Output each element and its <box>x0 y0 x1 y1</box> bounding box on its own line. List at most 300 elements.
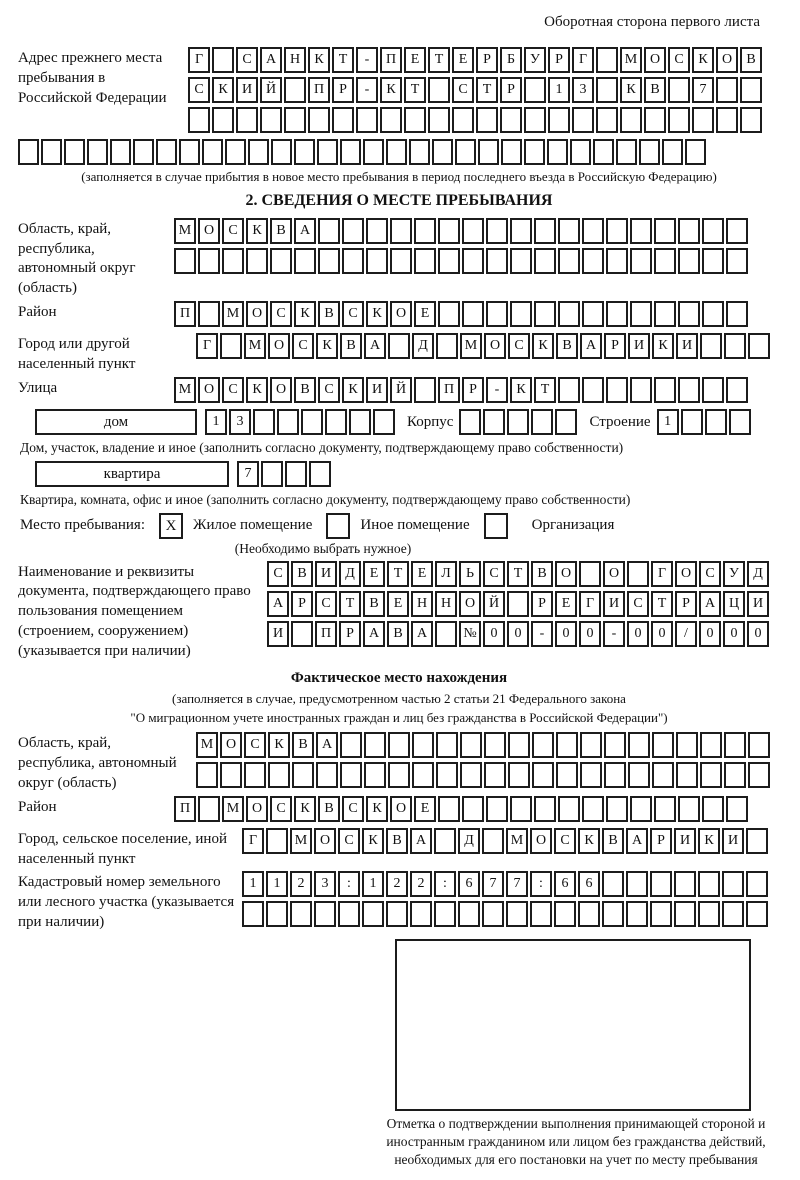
grid-cell[interactable] <box>628 762 650 788</box>
grid-cell[interactable] <box>507 591 529 617</box>
grid-cell[interactable] <box>534 796 556 822</box>
grid-cell[interactable]: М <box>460 333 482 359</box>
grid-cell[interactable] <box>604 762 626 788</box>
grid-cell[interactable] <box>674 901 696 927</box>
grid-cell[interactable] <box>380 107 402 133</box>
grid-cell[interactable]: Р <box>531 591 553 617</box>
grid-cell[interactable]: Й <box>390 377 412 403</box>
grid-cell[interactable]: Е <box>404 47 426 73</box>
grid-cell[interactable] <box>650 871 672 897</box>
grid-cell[interactable] <box>630 377 652 403</box>
grid-cell[interactable] <box>414 377 436 403</box>
grid-cell[interactable]: : <box>434 871 456 897</box>
grid-cell[interactable] <box>356 107 378 133</box>
grid-cell[interactable]: Т <box>332 47 354 73</box>
grid-cell[interactable] <box>746 901 768 927</box>
grid-cell[interactable] <box>534 248 556 274</box>
grid-cell[interactable] <box>388 762 410 788</box>
grid-cell[interactable]: К <box>510 377 532 403</box>
grid-cell[interactable]: И <box>676 333 698 359</box>
grid-cell[interactable] <box>726 796 748 822</box>
grid-cell[interactable]: А <box>260 47 282 73</box>
grid-cell[interactable] <box>630 218 652 244</box>
grid-cell[interactable]: А <box>363 621 385 647</box>
grid-cell[interactable]: Б <box>500 47 522 73</box>
grid-cell[interactable]: 0 <box>699 621 721 647</box>
grid-cell[interactable] <box>748 732 770 758</box>
grid-cell[interactable]: И <box>315 561 337 587</box>
grid-cell[interactable]: В <box>602 828 624 854</box>
grid-cell[interactable]: 1 <box>242 871 264 897</box>
grid-cell[interactable]: - <box>486 377 508 403</box>
grid-cell[interactable] <box>748 762 770 788</box>
grid-cell[interactable]: В <box>294 377 316 403</box>
grid-cell[interactable]: О <box>198 377 220 403</box>
grid-cell[interactable] <box>236 107 258 133</box>
grid-cell[interactable]: 0 <box>555 621 577 647</box>
grid-cell[interactable]: 7 <box>237 461 259 487</box>
grid-cell[interactable]: О <box>270 377 292 403</box>
grid-cell[interactable] <box>702 796 724 822</box>
grid-cell[interactable]: Г <box>651 561 673 587</box>
grid-cell[interactable] <box>558 796 580 822</box>
grid-cell[interactable]: А <box>364 333 386 359</box>
grid-cell[interactable] <box>555 409 577 435</box>
grid-cell[interactable]: В <box>340 333 362 359</box>
grid-cell[interactable] <box>627 561 649 587</box>
grid-cell[interactable]: Р <box>650 828 672 854</box>
grid-cell[interactable]: С <box>267 561 289 587</box>
grid-cell[interactable] <box>410 901 432 927</box>
grid-cell[interactable] <box>271 139 292 165</box>
grid-cell[interactable]: Р <box>675 591 697 617</box>
grid-cell[interactable] <box>462 796 484 822</box>
grid-cell[interactable]: С <box>627 591 649 617</box>
grid-cell[interactable] <box>432 139 453 165</box>
grid-cell[interactable] <box>507 409 529 435</box>
grid-cell[interactable]: Т <box>476 77 498 103</box>
grid-cell[interactable]: С <box>270 301 292 327</box>
grid-cell[interactable] <box>724 762 746 788</box>
grid-cell[interactable]: К <box>212 77 234 103</box>
grid-cell[interactable]: О <box>314 828 336 854</box>
grid-cell[interactable]: М <box>174 377 196 403</box>
grid-cell[interactable] <box>726 248 748 274</box>
grid-cell[interactable]: С <box>188 77 210 103</box>
grid-cell[interactable] <box>578 901 600 927</box>
grid-cell[interactable]: Л <box>435 561 457 587</box>
grid-cell[interactable] <box>740 77 762 103</box>
grid-cell[interactable]: Г <box>196 333 218 359</box>
grid-cell[interactable] <box>435 621 457 647</box>
grid-cell[interactable] <box>606 218 628 244</box>
grid-cell[interactable] <box>580 732 602 758</box>
grid-cell[interactable] <box>476 107 498 133</box>
grid-cell[interactable]: № <box>459 621 481 647</box>
grid-cell[interactable] <box>318 218 340 244</box>
grid-cell[interactable] <box>524 107 546 133</box>
grid-cell[interactable] <box>110 139 131 165</box>
dom-box[interactable]: дом <box>35 409 197 435</box>
grid-cell[interactable] <box>438 218 460 244</box>
grid-cell[interactable]: И <box>747 591 769 617</box>
grid-cell[interactable]: О <box>246 796 268 822</box>
grid-cell[interactable] <box>455 139 476 165</box>
grid-cell[interactable] <box>650 901 672 927</box>
grid-cell[interactable]: Й <box>260 77 282 103</box>
grid-cell[interactable] <box>652 762 674 788</box>
grid-cell[interactable] <box>524 139 545 165</box>
grid-cell[interactable] <box>639 139 660 165</box>
grid-cell[interactable]: О <box>530 828 552 854</box>
grid-cell[interactable]: К <box>532 333 554 359</box>
grid-cell[interactable]: О <box>268 333 290 359</box>
grid-cell[interactable] <box>702 301 724 327</box>
grid-cell[interactable]: Е <box>414 796 436 822</box>
grid-cell[interactable] <box>388 732 410 758</box>
grid-cell[interactable]: Т <box>507 561 529 587</box>
grid-cell[interactable]: С <box>342 796 364 822</box>
grid-cell[interactable] <box>409 139 430 165</box>
grid-cell[interactable]: И <box>674 828 696 854</box>
grid-cell[interactable]: 2 <box>290 871 312 897</box>
grid-cell[interactable]: 0 <box>579 621 601 647</box>
grid-cell[interactable]: С <box>338 828 360 854</box>
grid-cell[interactable] <box>292 762 314 788</box>
grid-cell[interactable]: Е <box>414 301 436 327</box>
grid-cell[interactable]: - <box>356 47 378 73</box>
grid-cell[interactable]: С <box>315 591 337 617</box>
grid-cell[interactable]: К <box>246 377 268 403</box>
grid-cell[interactable] <box>630 301 652 327</box>
grid-cell[interactable]: : <box>338 871 360 897</box>
grid-cell[interactable] <box>41 139 62 165</box>
grid-cell[interactable] <box>685 139 706 165</box>
grid-cell[interactable] <box>261 461 283 487</box>
grid-cell[interactable] <box>558 248 580 274</box>
grid-cell[interactable]: В <box>270 218 292 244</box>
grid-cell[interactable] <box>366 218 388 244</box>
grid-cell[interactable] <box>626 871 648 897</box>
grid-cell[interactable] <box>18 139 39 165</box>
grid-cell[interactable]: 7 <box>506 871 528 897</box>
grid-cell[interactable] <box>291 621 313 647</box>
grid-cell[interactable] <box>593 139 614 165</box>
grid-cell[interactable]: С <box>342 301 364 327</box>
grid-cell[interactable]: В <box>318 301 340 327</box>
grid-cell[interactable] <box>726 377 748 403</box>
grid-cell[interactable] <box>724 333 746 359</box>
grid-cell[interactable] <box>459 409 481 435</box>
grid-cell[interactable]: П <box>174 301 196 327</box>
grid-cell[interactable]: О <box>390 796 412 822</box>
grid-cell[interactable] <box>700 732 722 758</box>
grid-cell[interactable] <box>556 762 578 788</box>
grid-cell[interactable] <box>332 107 354 133</box>
grid-cell[interactable] <box>198 796 220 822</box>
grid-cell[interactable]: К <box>620 77 642 103</box>
grid-cell[interactable]: П <box>308 77 330 103</box>
grid-cell[interactable] <box>580 762 602 788</box>
grid-cell[interactable] <box>314 901 336 927</box>
grid-cell[interactable] <box>558 218 580 244</box>
grid-cell[interactable] <box>726 301 748 327</box>
grid-cell[interactable]: П <box>174 796 196 822</box>
grid-cell[interactable]: О <box>716 47 738 73</box>
grid-cell[interactable] <box>508 762 530 788</box>
grid-cell[interactable]: К <box>362 828 384 854</box>
grid-cell[interactable]: В <box>318 796 340 822</box>
grid-cell[interactable]: 1 <box>266 871 288 897</box>
grid-cell[interactable] <box>702 218 724 244</box>
grid-cell[interactable] <box>678 377 700 403</box>
grid-cell[interactable] <box>676 762 698 788</box>
grid-cell[interactable] <box>452 107 474 133</box>
grid-cell[interactable]: : <box>530 871 552 897</box>
stamp-area-box[interactable] <box>395 939 751 1111</box>
grid-cell[interactable]: К <box>294 301 316 327</box>
grid-cell[interactable] <box>746 871 768 897</box>
grid-cell[interactable] <box>316 762 338 788</box>
grid-cell[interactable] <box>325 409 347 435</box>
grid-cell[interactable]: А <box>699 591 721 617</box>
grid-cell[interactable]: И <box>722 828 744 854</box>
grid-cell[interactable] <box>294 139 315 165</box>
grid-cell[interactable]: 0 <box>507 621 529 647</box>
grid-cell[interactable]: И <box>603 591 625 617</box>
grid-cell[interactable] <box>531 409 553 435</box>
grid-cell[interactable] <box>362 901 384 927</box>
grid-cell[interactable] <box>246 248 268 274</box>
grid-cell[interactable] <box>222 248 244 274</box>
grid-cell[interactable] <box>212 107 234 133</box>
grid-cell[interactable]: С <box>292 333 314 359</box>
grid-cell[interactable] <box>478 139 499 165</box>
grid-cell[interactable] <box>596 77 618 103</box>
grid-cell[interactable] <box>654 301 676 327</box>
grid-cell[interactable]: Р <box>462 377 484 403</box>
grid-cell[interactable] <box>654 218 676 244</box>
grid-cell[interactable] <box>501 139 522 165</box>
grid-cell[interactable] <box>438 796 460 822</box>
grid-cell[interactable] <box>668 107 690 133</box>
grid-cell[interactable]: В <box>531 561 553 587</box>
grid-cell[interactable] <box>626 901 648 927</box>
grid-cell[interactable]: Т <box>339 591 361 617</box>
grid-cell[interactable] <box>212 47 234 73</box>
grid-cell[interactable] <box>668 77 690 103</box>
grid-cell[interactable] <box>428 77 450 103</box>
grid-cell[interactable] <box>462 248 484 274</box>
grid-cell[interactable] <box>654 796 676 822</box>
grid-cell[interactable] <box>596 107 618 133</box>
grid-cell[interactable]: М <box>222 301 244 327</box>
grid-cell[interactable] <box>486 796 508 822</box>
grid-cell[interactable] <box>64 139 85 165</box>
grid-cell[interactable]: М <box>506 828 528 854</box>
grid-cell[interactable] <box>244 762 266 788</box>
grid-cell[interactable] <box>705 409 727 435</box>
grid-cell[interactable] <box>462 218 484 244</box>
grid-cell[interactable] <box>702 248 724 274</box>
grid-cell[interactable]: О <box>220 732 242 758</box>
grid-cell[interactable] <box>616 139 637 165</box>
grid-cell[interactable]: Д <box>412 333 434 359</box>
grid-cell[interactable] <box>266 828 288 854</box>
grid-cell[interactable]: М <box>244 333 266 359</box>
grid-cell[interactable]: В <box>292 732 314 758</box>
grid-cell[interactable]: К <box>698 828 720 854</box>
grid-cell[interactable]: О <box>555 561 577 587</box>
grid-cell[interactable] <box>486 301 508 327</box>
grid-cell[interactable] <box>277 409 299 435</box>
grid-cell[interactable] <box>202 139 223 165</box>
grid-cell[interactable] <box>628 732 650 758</box>
grid-cell[interactable]: Т <box>428 47 450 73</box>
grid-cell[interactable] <box>722 901 744 927</box>
grid-cell[interactable]: Й <box>483 591 505 617</box>
grid-cell[interactable]: К <box>316 333 338 359</box>
grid-cell[interactable] <box>606 796 628 822</box>
grid-cell[interactable]: И <box>628 333 650 359</box>
grid-cell[interactable]: В <box>291 561 313 587</box>
grid-cell[interactable]: - <box>356 77 378 103</box>
grid-cell[interactable] <box>342 218 364 244</box>
grid-cell[interactable] <box>726 218 748 244</box>
grid-cell[interactable] <box>198 248 220 274</box>
grid-cell[interactable]: М <box>196 732 218 758</box>
grid-cell[interactable]: А <box>410 828 432 854</box>
grid-cell[interactable]: К <box>342 377 364 403</box>
grid-cell[interactable] <box>294 248 316 274</box>
grid-cell[interactable]: 6 <box>458 871 480 897</box>
grid-cell[interactable] <box>268 762 290 788</box>
grid-cell[interactable]: О <box>198 218 220 244</box>
grid-cell[interactable] <box>746 828 768 854</box>
grid-cell[interactable]: 2 <box>410 871 432 897</box>
grid-cell[interactable] <box>652 732 674 758</box>
grid-cell[interactable] <box>436 762 458 788</box>
grid-cell[interactable]: Ц <box>723 591 745 617</box>
grid-cell[interactable]: У <box>723 561 745 587</box>
grid-cell[interactable]: 0 <box>723 621 745 647</box>
grid-cell[interactable] <box>308 107 330 133</box>
grid-cell[interactable] <box>678 248 700 274</box>
grid-cell[interactable]: Е <box>411 561 433 587</box>
grid-cell[interactable] <box>579 561 601 587</box>
grid-cell[interactable] <box>156 139 177 165</box>
grid-cell[interactable]: 1 <box>548 77 570 103</box>
grid-cell[interactable]: Н <box>435 591 457 617</box>
grid-cell[interactable]: Е <box>555 591 577 617</box>
grid-cell[interactable]: Р <box>604 333 626 359</box>
grid-cell[interactable] <box>340 762 362 788</box>
grid-cell[interactable]: 0 <box>483 621 505 647</box>
grid-cell[interactable] <box>530 901 552 927</box>
grid-cell[interactable] <box>692 107 714 133</box>
grid-cell[interactable] <box>188 107 210 133</box>
grid-cell[interactable] <box>412 732 434 758</box>
grid-cell[interactable] <box>284 107 306 133</box>
grid-cell[interactable] <box>654 248 676 274</box>
grid-cell[interactable]: К <box>366 301 388 327</box>
grid-cell[interactable]: Е <box>387 591 409 617</box>
grid-cell[interactable]: Г <box>242 828 264 854</box>
grid-cell[interactable]: 6 <box>554 871 576 897</box>
grid-cell[interactable] <box>722 871 744 897</box>
grid-cell[interactable] <box>414 218 436 244</box>
grid-cell[interactable] <box>740 107 762 133</box>
grid-cell[interactable]: К <box>692 47 714 73</box>
grid-cell[interactable] <box>364 762 386 788</box>
grid-cell[interactable]: Г <box>579 591 601 617</box>
grid-cell[interactable]: Д <box>458 828 480 854</box>
grid-cell[interactable] <box>438 301 460 327</box>
grid-cell[interactable] <box>484 732 506 758</box>
grid-cell[interactable]: К <box>246 218 268 244</box>
grid-cell[interactable]: 1 <box>657 409 679 435</box>
grid-cell[interactable] <box>434 828 456 854</box>
grid-cell[interactable] <box>486 218 508 244</box>
grid-cell[interactable]: - <box>531 621 553 647</box>
grid-cell[interactable]: М <box>620 47 642 73</box>
grid-cell[interactable]: 3 <box>314 871 336 897</box>
grid-cell[interactable]: В <box>644 77 666 103</box>
grid-cell[interactable] <box>434 901 456 927</box>
grid-cell[interactable]: В <box>387 621 409 647</box>
grid-cell[interactable] <box>582 377 604 403</box>
grid-cell[interactable] <box>285 461 307 487</box>
grid-cell[interactable] <box>532 762 554 788</box>
grid-cell[interactable]: В <box>556 333 578 359</box>
grid-cell[interactable]: Г <box>188 47 210 73</box>
grid-cell[interactable] <box>582 301 604 327</box>
grid-cell[interactable]: М <box>222 796 244 822</box>
grid-cell[interactable] <box>534 301 556 327</box>
grid-cell[interactable]: П <box>380 47 402 73</box>
grid-cell[interactable]: 7 <box>692 77 714 103</box>
grid-cell[interactable] <box>317 139 338 165</box>
grid-cell[interactable] <box>284 77 306 103</box>
grid-cell[interactable] <box>532 732 554 758</box>
grid-cell[interactable] <box>179 139 200 165</box>
checkbox-organizaciya[interactable] <box>484 513 508 539</box>
grid-cell[interactable] <box>248 139 269 165</box>
grid-cell[interactable] <box>340 139 361 165</box>
grid-cell[interactable] <box>558 301 580 327</box>
grid-cell[interactable]: А <box>294 218 316 244</box>
grid-cell[interactable]: Т <box>404 77 426 103</box>
grid-cell[interactable] <box>133 139 154 165</box>
grid-cell[interactable]: И <box>267 621 289 647</box>
grid-cell[interactable] <box>87 139 108 165</box>
grid-cell[interactable] <box>700 762 722 788</box>
grid-cell[interactable]: М <box>174 218 196 244</box>
grid-cell[interactable] <box>486 248 508 274</box>
grid-cell[interactable] <box>681 409 703 435</box>
grid-cell[interactable] <box>242 901 264 927</box>
grid-cell[interactable] <box>582 796 604 822</box>
grid-cell[interactable]: С <box>236 47 258 73</box>
grid-cell[interactable]: 3 <box>572 77 594 103</box>
grid-cell[interactable] <box>510 248 532 274</box>
grid-cell[interactable]: 1 <box>362 871 384 897</box>
grid-cell[interactable]: О <box>644 47 666 73</box>
grid-cell[interactable] <box>390 218 412 244</box>
grid-cell[interactable]: К <box>578 828 600 854</box>
grid-cell[interactable] <box>364 732 386 758</box>
grid-cell[interactable] <box>604 732 626 758</box>
